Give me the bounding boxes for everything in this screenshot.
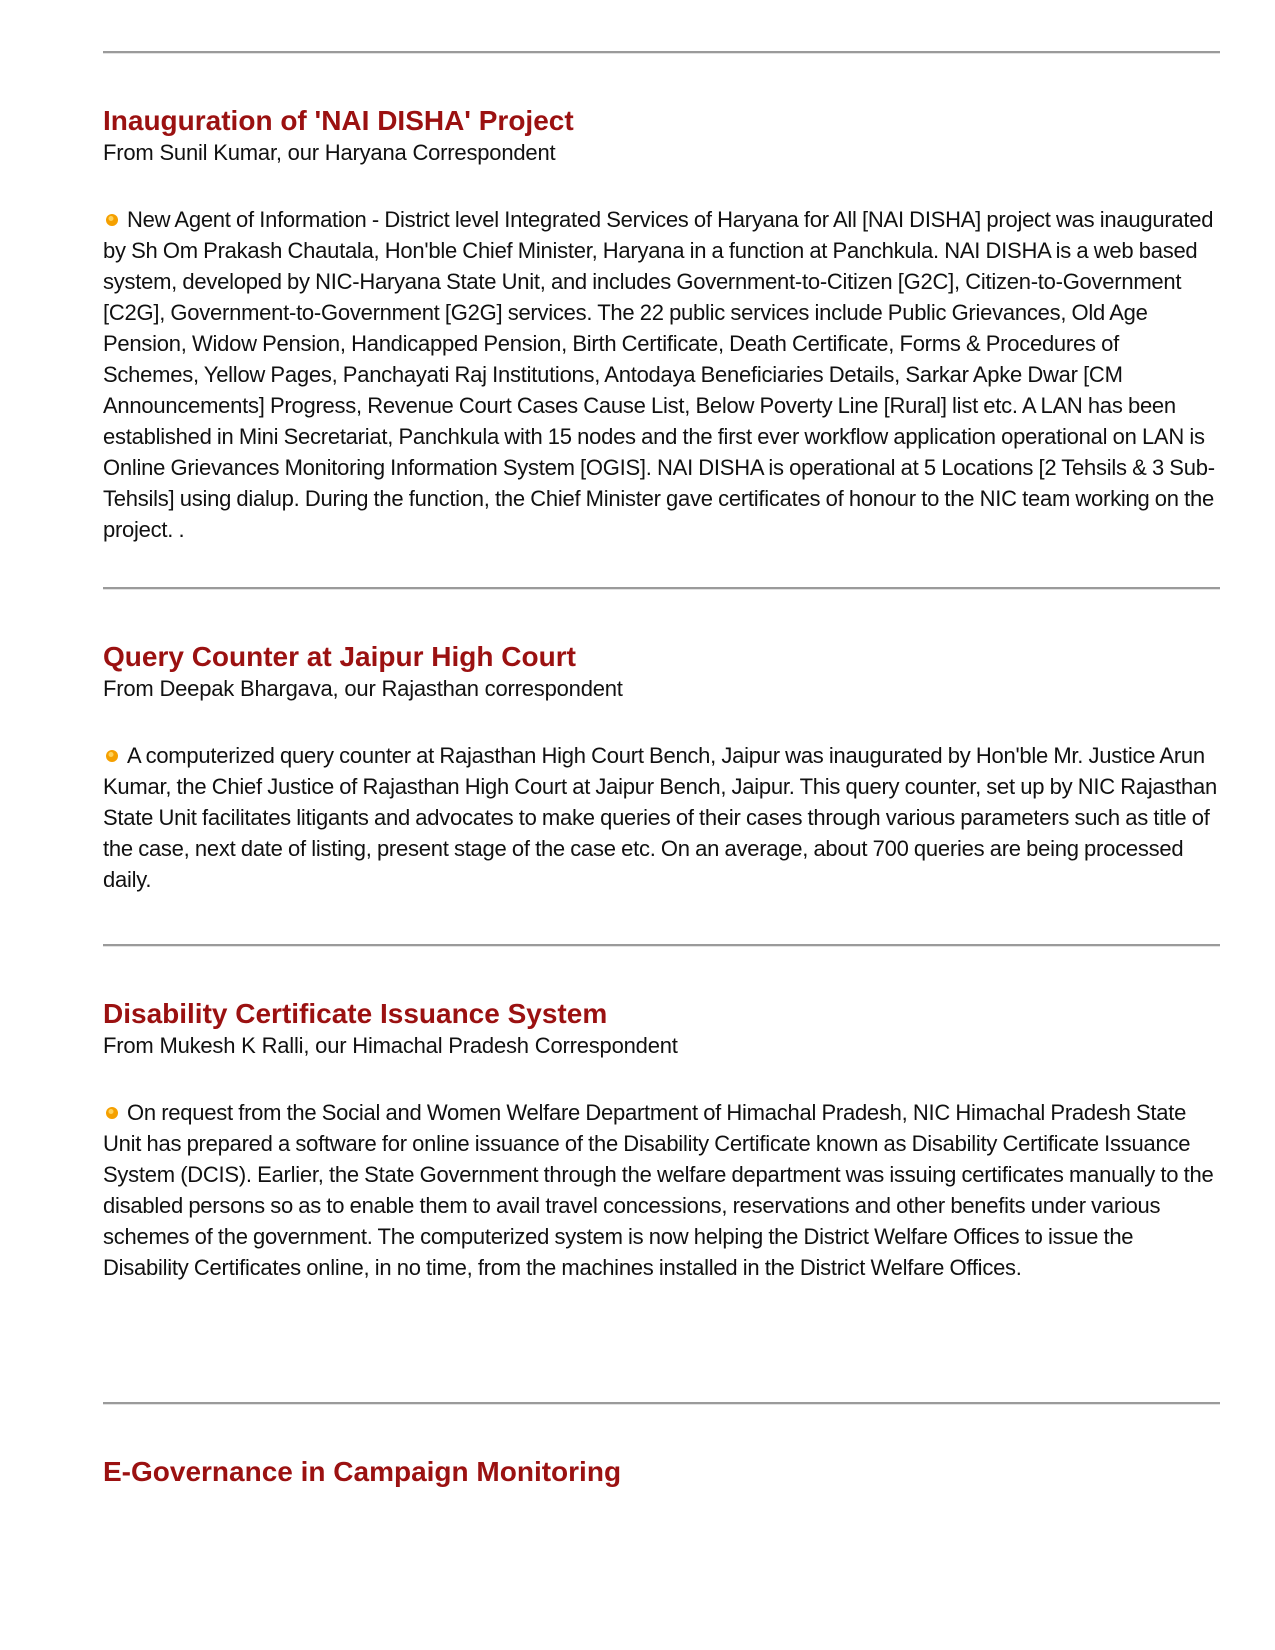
- article-body: [103, 740, 1220, 895]
- horizontal-rule: [103, 587, 1220, 590]
- article-body-text: A computerized query counter at Rajasthan High Court Bench, Jaipur was inaugurated by Hon'ble Mr. Justice Arun Kumar, the Chief Justice of Rajasthan High Court at Jaipur Bench, Jaipur. This query counter, set up by NIC Rajasthan State Unit facilitates litigants and advocates to make queries of their cases through various parameters such as title of the case, next date of listing, present stage of the case etc. On an average, about 700 queries are being processed daily.: [103, 743, 1218, 892]
- article-byline: From Deepak Bhargava, our Rajasthan correspondent: [103, 676, 623, 701]
- article-title: Inauguration of 'NAI DISHA' Project: [103, 105, 574, 136]
- article-title: Disability Certificate Issuance System: [103, 998, 608, 1029]
- horizontal-rule: [103, 1402, 1220, 1405]
- article-body: [103, 1097, 1220, 1283]
- article-nai-disha: [103, 104, 1220, 545]
- article-body-text: New Agent of Information - District level Integrated Services of Haryana for All [NAI DISHA] project was inaugurated by Sh Om Prakash Chautala, Hon'ble Chief Minister, Haryana in a function at Panchkula. NAI DISHA is a web based system, developed by NIC-Haryana State Unit, and includes Government-to-Citizen [G2C], Citizen-to-Government [C2G], Government-to-Government [G2G] services. The 22 public services include Public Grievances, Old Age Pension, Widow Pension, Handicapped Pension, Birth Certificate, Death Certificate, Forms & Procedures of Schemes, Yellow Pages, Panchayati Raj Institutions, Antodaya Beneficiaries Details, Sarkar Apke Dwar [CM Announcements] Progress, Revenue Court Cases Cause List, Below Poverty Line [Rural] list etc. A LAN has been established in Mini Secretariat, Panchkula with 15 nodes and the first ever workflow application operational on LAN is Online Grievances Monitoring Information System [OGIS]. NAI DISHA is operational at 5 Locations [2 Tehsils & 3 Sub-Tehsils] using dialup. During the function, the Chief Minister gave certificates of honour to the NIC team working on the project. .: [103, 207, 1215, 542]
- orange-bullet-icon: [105, 749, 119, 763]
- orange-bullet-icon: [105, 1106, 119, 1120]
- article-body-text: On request from the Social and Women Welfare Department of Himachal Pradesh, NIC Himachal Pradesh State Unit has prepared a software for online issuance of the Disability Certificate known as Disability Certificate Issuance System (DCIS). Earlier, the State Government through the welfare department was issuing certificates manually to the disabled persons so as to enable them to avail travel concessions, reservations and other benefits under various schemes of the government. The computerized system is now helping the District Welfare Offices to issue the Disability Certificates online, in no time, from the machines installed in the District Welfare Offices.: [103, 1100, 1214, 1280]
- article-egovernance-campaign: [103, 1455, 1220, 1489]
- article-disability-certificate: [103, 997, 1220, 1283]
- article-query-counter: [103, 640, 1220, 895]
- article-title: E-Governance in Campaign Monitoring: [103, 1456, 622, 1487]
- orange-bullet-icon: [105, 213, 119, 227]
- article-byline: From Mukesh K Ralli, our Himachal Pradesh Correspondent: [103, 1033, 678, 1058]
- horizontal-rule: [103, 944, 1220, 947]
- article-byline: From Sunil Kumar, our Haryana Correspondent: [103, 140, 556, 165]
- article-body: [103, 204, 1220, 545]
- article-title: Query Counter at Jaipur High Court: [103, 641, 576, 672]
- horizontal-rule: [103, 51, 1220, 54]
